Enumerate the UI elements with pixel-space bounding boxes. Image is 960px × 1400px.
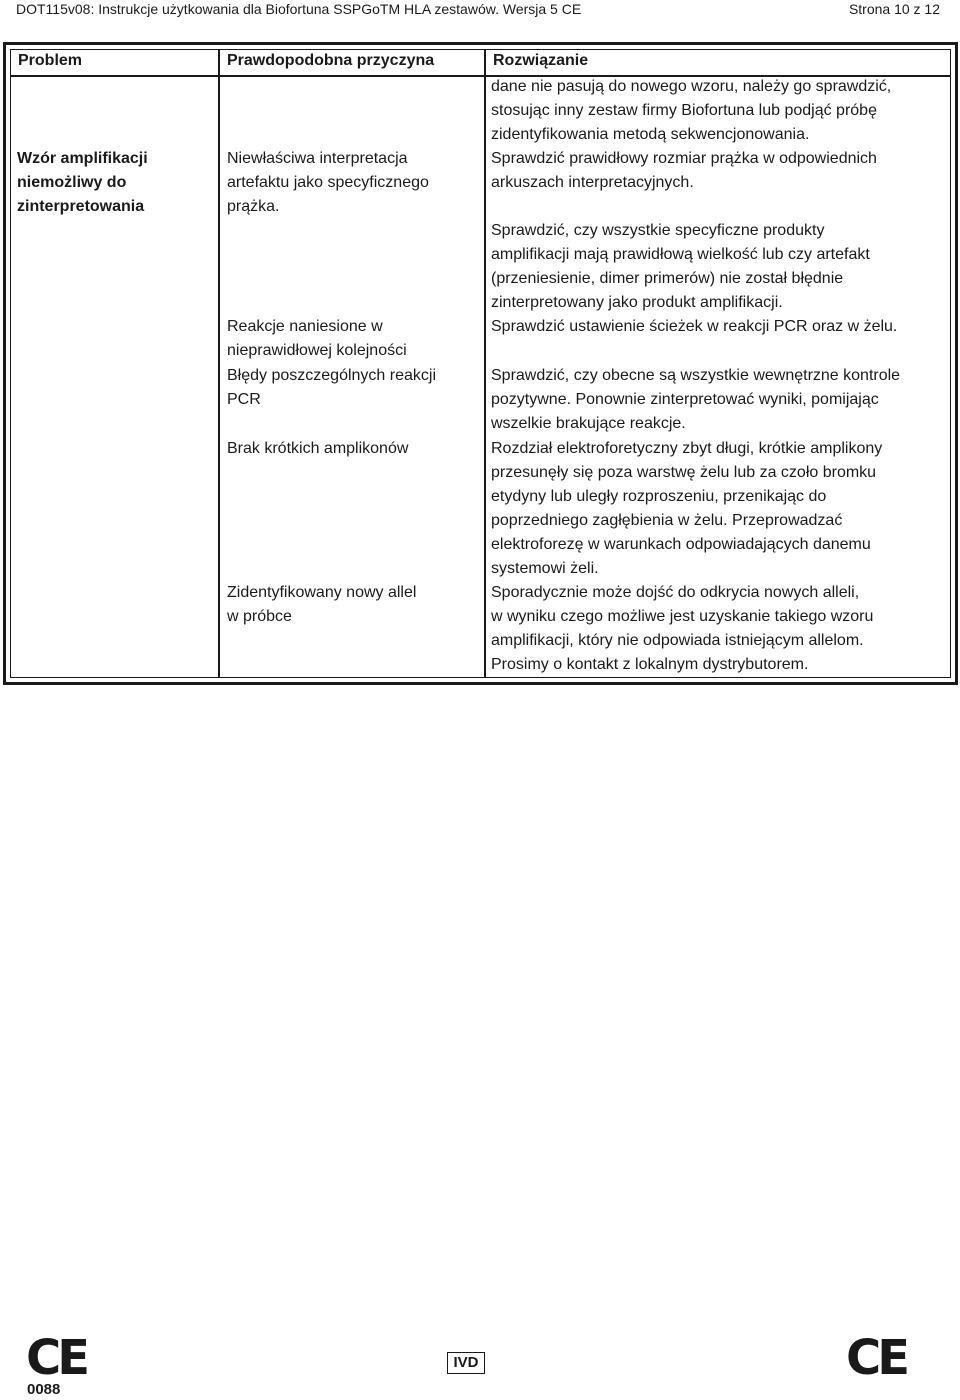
text-line: przesunęły się poza warstwę żelu lub za czoło bromku (491, 464, 877, 481)
text-line: wszelkie brakujące reakcje. (491, 415, 686, 432)
text-line: w próbce (227, 608, 292, 625)
solution-new-allele (491, 581, 946, 677)
notified-body-number: 0088 (27, 1381, 61, 1398)
text-line: Sprawdzić, czy obecne są wszystkie wewnętrzne kontrole (491, 367, 901, 384)
text-line: Błędy poszczególnych reakcji (227, 367, 436, 384)
text-line: elektroforezę w warunkach odpowiadających danemu (491, 536, 871, 553)
text-line: prążka. (227, 198, 280, 215)
column-header-problem: Problem (10, 49, 219, 76)
page-number: Strona 10 z 12 (848, 1, 940, 17)
ce-mark-right: CE (846, 1330, 907, 1386)
ivd-symbol: IVD (447, 1352, 485, 1374)
text-line: dane nie pasują do nowego wzoru, należy go sprawdzić, (491, 78, 892, 95)
text-line: nieprawidłowej kolejności (227, 342, 407, 359)
text-line: Sprawdzić ustawienie ścieżek w reakcji PCR oraz w żelu. (491, 318, 898, 335)
text-line: arkuszach interpretacyjnych. (491, 174, 694, 191)
document-title: DOT115v08: Instrukcje użytkowania dla Biofortuna SSPGoTM HLA zestawów. Wersja 5 CE (16, 1, 582, 17)
text-line: amplifikacji, który nie odpowiada istniejącym allelom. (491, 632, 864, 649)
cause-pcr-errors (227, 364, 477, 412)
text-line: zinterpretowania (17, 198, 145, 215)
solution-sequencing (491, 75, 946, 147)
text-line: amplifikacji mają prawidłową wielkość lub czy artefakt (491, 246, 870, 263)
text-line: stosując inny zestaw firmy Biofortuna lub podjąć próbę (491, 102, 877, 119)
column-header-solution: Rozwiązanie (485, 49, 951, 76)
text-line: Wzór amplifikacji (17, 150, 148, 167)
text-line: (przeniesienie, dimer primerów) nie został błędnie (491, 270, 844, 287)
text-line: zinterpretowany jako produkt amplifikacji. (491, 294, 783, 311)
ce-mark-left: CE (26, 1330, 87, 1386)
text-line: etydyny lub uległy rozproszeniu, przenikając do (491, 488, 827, 505)
text-line: pozytywne. Ponownie zinterpretować wyniki, pomijając (491, 391, 879, 408)
problem-text (17, 147, 207, 219)
cause-lane-order (227, 315, 477, 363)
text-line: poprzedniego zagłębienia w żelu. Przeprowadzać (491, 512, 843, 529)
solution-electrophoresis (491, 437, 946, 581)
text-line: Sporadycznie może dojść do odkrycia nowych alleli, (491, 584, 860, 601)
text-line: Rozdział elektroforetyczny zbyt długi, krótkie amplikony (491, 440, 883, 457)
column-header-cause: Prawdopodobna przyczyna (219, 49, 485, 76)
text-line: zidentyfikowania metodą sekwencjonowania. (491, 126, 810, 143)
text-line: PCR (227, 391, 261, 408)
text-line: Niewłaściwa interpretacja (227, 150, 408, 167)
cause-short-amplicons (227, 437, 477, 461)
text-line: niemożliwy do (17, 174, 127, 191)
text-line: Prosimy o kontakt z lokalnym dystrybutorem. (491, 656, 809, 673)
solution-internal-controls (491, 364, 946, 436)
text-line: Zidentyfikowany nowy allel (227, 584, 417, 601)
solution-band-size (491, 147, 946, 195)
cause-artefact (227, 147, 477, 219)
page-header (16, 0, 940, 18)
cause-new-allele (227, 581, 477, 629)
text-line: Reakcje naniesione w (227, 318, 383, 335)
text-line: Sprawdzić, czy wszystkie specyficzne produkty (491, 222, 825, 239)
solution-artefact-check (491, 219, 946, 315)
text-line: w wyniku czego możliwe jest uzyskanie takiego wzoru (491, 608, 874, 625)
text-line: artefaktu jako specyficznego (227, 174, 429, 191)
solution-lane-setup (491, 315, 946, 339)
text-line: Sprawdzić prawidłowy rozmiar prążka w odpowiednich (491, 150, 877, 167)
text-line: Brak krótkich amplikonów (227, 440, 409, 457)
text-line: systemowi żeli. (491, 560, 599, 577)
